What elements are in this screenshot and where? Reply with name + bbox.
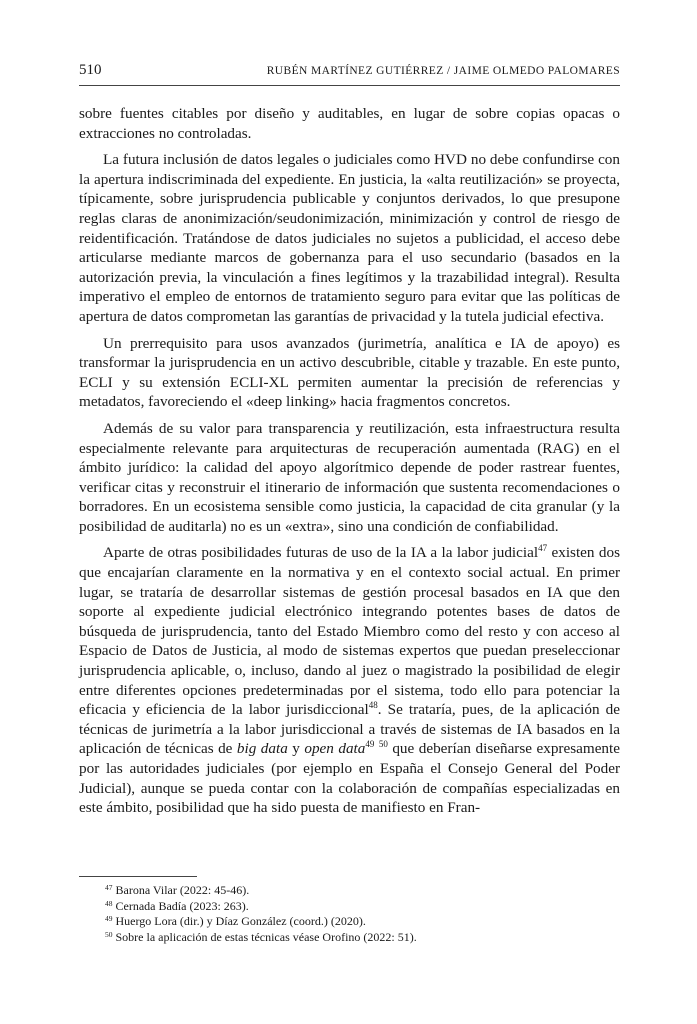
footnote-text: Sobre la aplicación de estas técnicas véase Orofino (2022: 51). [115, 929, 417, 944]
paragraph-2: La futura inclusión de datos legales o judiciales como HVD no debe confundirse con la apertura indiscriminada del expediente. En justicia, la «alta reutilización» se proyecta, típicamente, sobre jurisprudencia publicable y conjuntos derivados, lo que presupone reglas claras de anonimización/seudonimización, minimización y control de riesgo de reidentificación. Tratándose de datos judiciales no sujetos a publicidad, el acceso debe articularse mediante marcos de gobernanza para el uso secundario (basados en la autorización previa, la vinculación a fines legítimos y la trazabilidad integral). Resulta imperativo el empleo de entornos de tratamiento seguro para evitar que las políticas de apertura de datos comprometan las garantías de privacidad y la tutela judicial efectiva. [79, 151, 620, 325]
paragraph-5-text-c: . Se trataría, pues, de la aplicación de técnicas de jurimetría a la labor jurisdiccional a través de sistemas de IA basados en la aplicación de técnicas de [79, 701, 620, 758]
footnotes [79, 876, 620, 945]
footnote-ref-47[interactable]: 47 [538, 543, 548, 554]
running-head-authors: RUBÉN MARTÍNEZ GUTIÉRREZ / JAIME OLMEDO PALOMARES [266, 65, 620, 77]
footnote-48 [79, 899, 620, 915]
footnote-50 [79, 930, 620, 946]
footnote-number: 47 [105, 883, 113, 892]
page-number: 510 [79, 62, 102, 78]
paragraph-5-conjunction: y [287, 740, 305, 758]
body-text [79, 104, 620, 825]
paragraph-5-text-a: Aparte de otras posibilidades futuras de uso de la IA a la labor judicial [103, 544, 539, 562]
running-header [79, 62, 620, 86]
footnote-number: 50 [105, 929, 113, 939]
paragraph-5-text-d: que deberían diseñarse expresamente por las autoridades judiciales (por ejemplo en España el Consejo General del Poder Judicial), aunque se pueda contar con la colaboración de compañías especializadas en este ámbito, posibilidad que ha sido puesta de manifiesto en Fran- [79, 740, 620, 817]
footnote-number: 49 [105, 914, 113, 923]
paragraph-5-text-b: existen dos que encajarían claramente en la normativa y en el contexto social actual. En primer lugar, se trataría de desarrollar sistemas de gestión procesal basados en IA que den soporte al expediente judicial electrónico integrando potentes bases de datos de búsqueda de jurisprudencia, tanto del Estado Miembro como del resto y con acceso al Espacio de Datos de Justicia, al modo de sistemas expertos que puedan preseleccionar jurisprudencia aplicable, o, incluso, dando al juez o magistrado la posibilidad de elegir entre diferentes opciones predeterminadas por el sistema, todo ello para potenciar la eficacia y eficiencia de la labor jurisdiccional [79, 544, 620, 719]
footnote-number: 48 [105, 898, 113, 908]
footnote-text: Cernada Badía (2023: 263). [115, 898, 249, 913]
paragraph-1: sobre fuentes citables por diseño y auditables, en lugar de sobre copias opacas o extracciones no controladas. [79, 105, 620, 142]
footnote-text: Huergo Lora (dir.) y Díaz González (coord.) (2020). [115, 914, 366, 928]
term-open-data: open data [304, 740, 366, 758]
footnote-49 [79, 914, 620, 930]
term-big-data: big data [236, 740, 288, 758]
paragraph-3: Un prerrequisito para usos avanzados (jurimetría, analítica e IA de apoyo) es transformar la jurisprudencia en un activo descubrible, citable y trazable. En este punto, ECLI y su extensión ECLI-XL permiten aumentar la precisión de referencias y metadatos, favoreciendo el «deep linking» hacia fragmentos concretos. [79, 334, 620, 411]
footnote-47 [79, 883, 620, 899]
footnote-rule [79, 876, 197, 877]
footnote-text: Barona Vilar (2022: 45-46). [115, 883, 250, 897]
footnote-ref-50[interactable]: 50 [378, 739, 388, 750]
paragraph-4: Además de su valor para transparencia y reutilización, esta infraestructura resulta especialmente relevante para arquitecturas de recuperación aumentada (RAG) en el ámbito jurídico: la calidad del apoyo algorítmico depende de poder rastrear fuentes, verificar citas y reconstruir el itinerario de información que sustenta recomendaciones o borradores. En un ecosistema sensible como justicia, la capacidad de cita granular (y la posibilidad de auditarla) no es un «extra», sino una condición de confiabilidad. [79, 419, 620, 535]
footnote-ref-49[interactable]: 49 [365, 739, 375, 750]
paragraph-5 [79, 543, 620, 817]
footnote-ref-48[interactable]: 48 [368, 700, 378, 711]
